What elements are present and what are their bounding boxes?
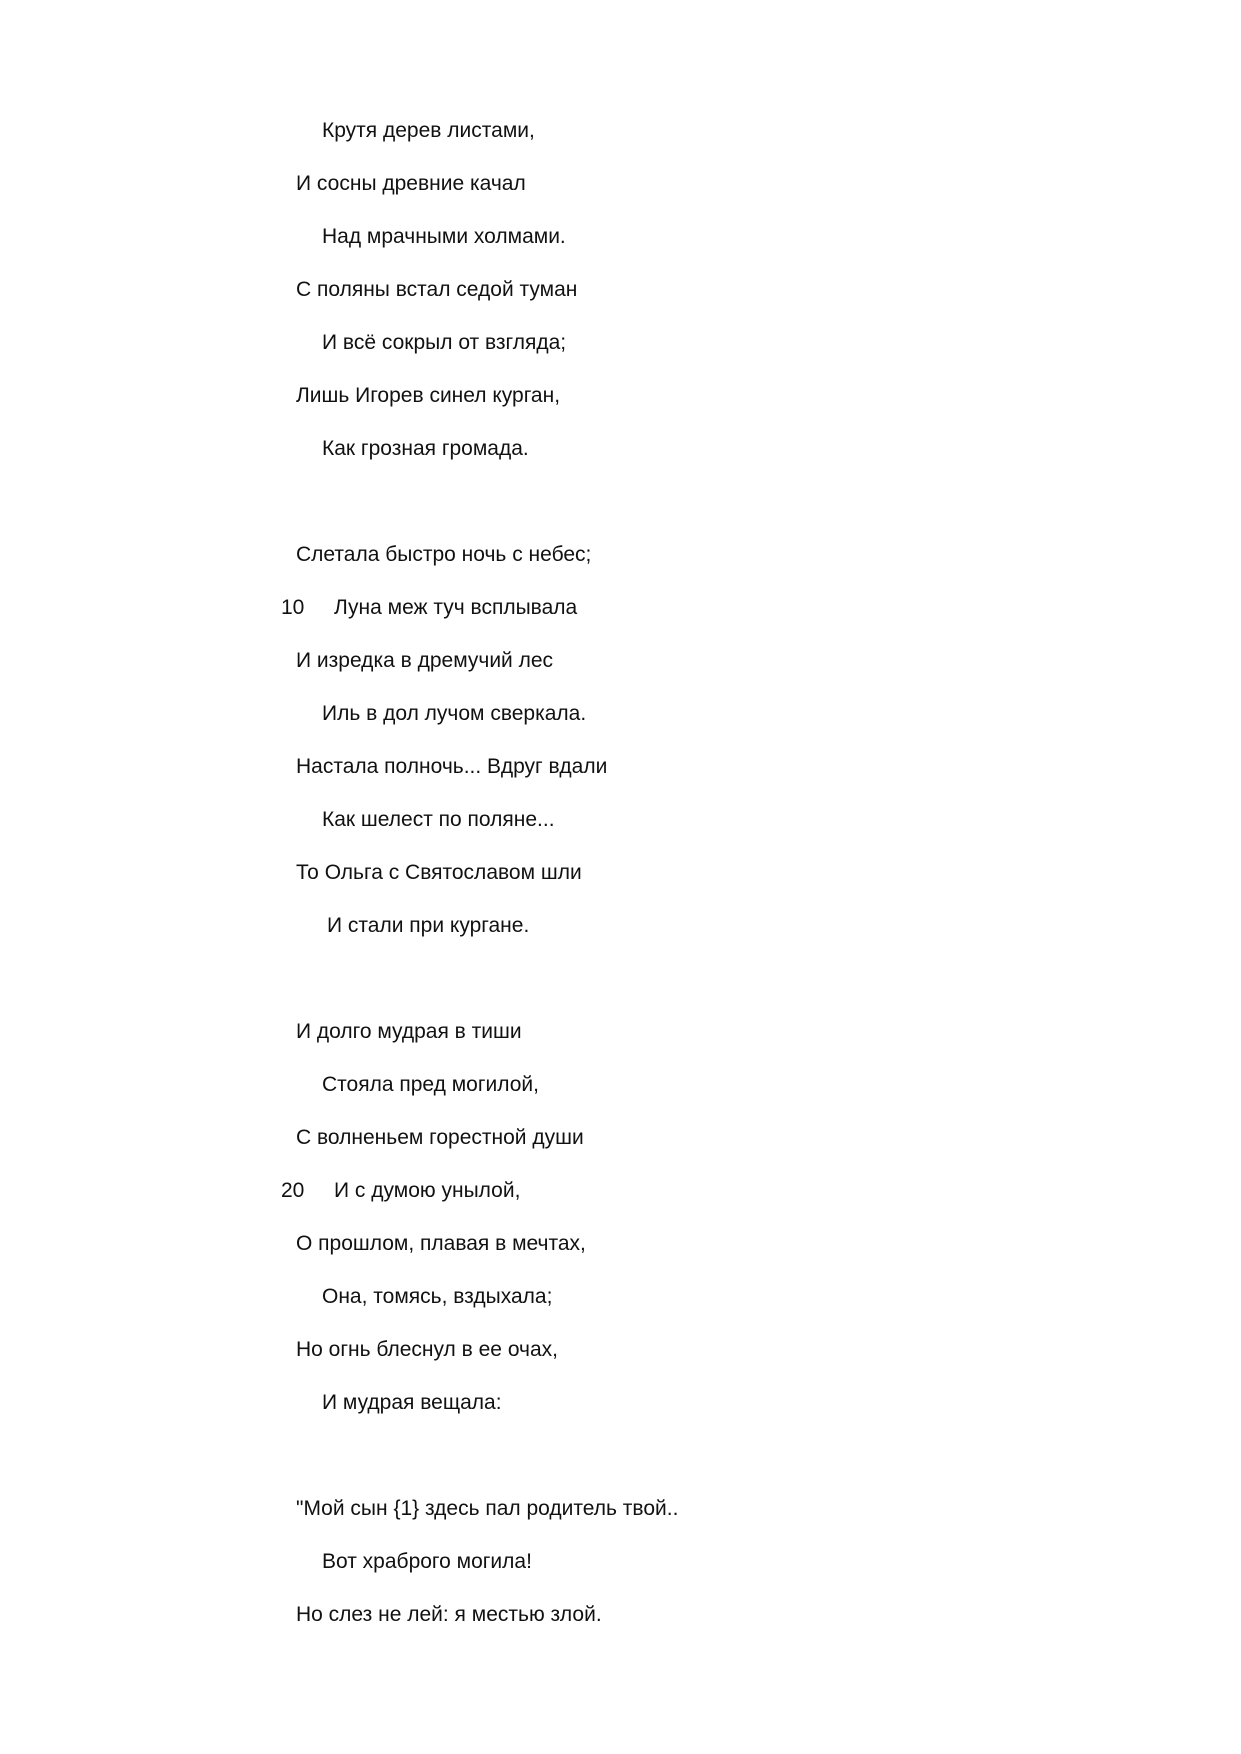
poem-line: О прошлом, плавая в мечтах, bbox=[296, 1232, 586, 1255]
poem-line: Она, томясь, вздыхала; bbox=[322, 1285, 553, 1308]
poem-line: И мудрая вещала: bbox=[322, 1391, 502, 1414]
poem-line: Но слез не лей: я местью злой. bbox=[296, 1603, 602, 1626]
poem-line: Слетала быстро ночь с небес; bbox=[296, 543, 592, 566]
poem-line: И сосны древние качал bbox=[296, 172, 526, 195]
poem-line: Крутя дерев листами, bbox=[322, 119, 535, 142]
poem-line: И всё сокрыл от взгляда; bbox=[322, 331, 567, 354]
poem-line: "Мой сын {1} здесь пал родитель твой.. bbox=[296, 1497, 679, 1520]
line-number: 10 bbox=[281, 596, 305, 619]
poem-line: Стояла пред могилой, bbox=[322, 1073, 539, 1096]
poem-line: Но огнь блеснул в ее очах, bbox=[296, 1338, 558, 1361]
line-number: 20 bbox=[281, 1179, 305, 1202]
poem-line: Луна меж туч всплывала bbox=[334, 596, 578, 619]
poem-line: И долго мудрая в тиши bbox=[296, 1020, 522, 1043]
poem-line: И изредка в дремучий лес bbox=[296, 649, 554, 672]
poem-line: Вот храброго могила! bbox=[322, 1550, 532, 1573]
poem-line: И стали при кургане. bbox=[327, 914, 530, 937]
poem-line: Иль в дол лучом сверкала. bbox=[322, 702, 587, 725]
poem-line: С волненьем горестной души bbox=[296, 1126, 584, 1149]
poem-line: И с думою унылой, bbox=[334, 1179, 521, 1202]
poem-line: То Ольга с Святославом шли bbox=[296, 861, 582, 884]
poem-line: Как шелест по поляне... bbox=[322, 808, 555, 831]
poem-line: С поляны встал седой туман bbox=[296, 278, 578, 301]
poem-line: Как грозная громада. bbox=[322, 437, 529, 460]
poem-line: Настала полночь... Вдруг вдали bbox=[296, 755, 608, 778]
poem-line: Лишь Игорев синел курган, bbox=[296, 384, 561, 407]
poem-line: Над мрачными холмами. bbox=[322, 225, 566, 248]
